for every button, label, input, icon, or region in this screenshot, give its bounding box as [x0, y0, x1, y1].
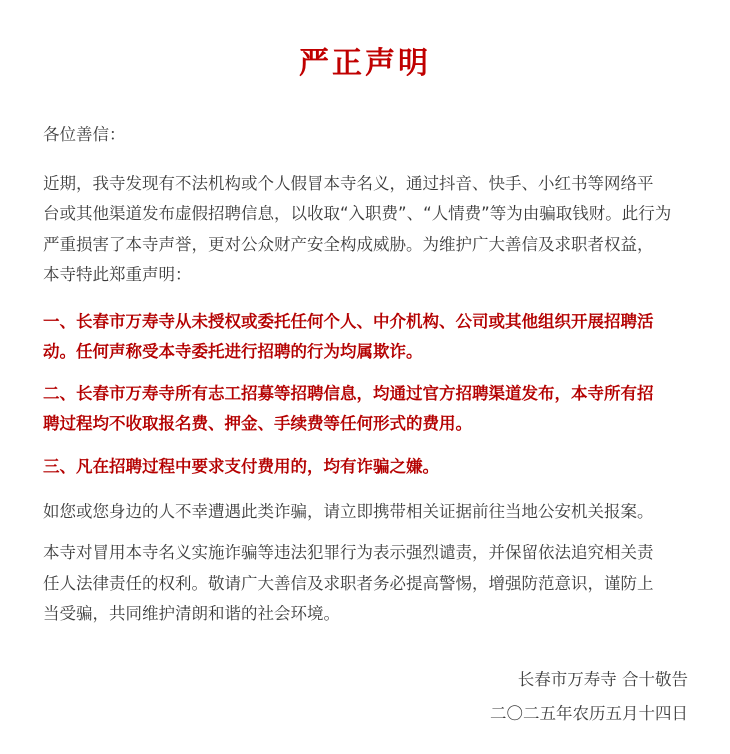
signature: 长春市万寿寺 合十敬告: [517, 670, 688, 689]
item-1-line: 一、长春市万寿寺从未授权或委托任何个人、中介机构、公司或其他组织开展招聘活: [43, 312, 654, 331]
intro-line: 本寺特此郑重声明：: [43, 265, 192, 284]
item-2-line: 聘过程均不收取报名费、押金、手续费等任何形式的费用。: [43, 414, 472, 433]
item-2-line: 二、长春市万寿寺所有志工招募等招聘信息，均通过官方招聘渠道发布，本寺所有招: [43, 384, 654, 403]
intro-line: 严重损害了本寺声誉，更对公众财产安全构成威胁。为维护广大善信及求职者权益，: [43, 235, 654, 254]
date: 二〇二五年农历五月十四日: [490, 704, 688, 723]
item-3-line: 三、凡在招聘过程中要求支付费用的，均有诈骗之嫌。: [43, 457, 439, 476]
closing-line: 本寺对冒用本寺名义实施诈骗等违法犯罪行为表示强烈谴责，并保留依法追究相关责: [43, 543, 654, 562]
item-1-line: 动。任何声称受本寺委托进行招聘的行为均属欺诈。: [43, 342, 423, 361]
closing-line: 任人法律责任的权利。敬请广大善信及求职者务必提高警惕，增强防范意识，谨防上: [43, 574, 654, 593]
page-title: 严正声明: [299, 46, 431, 81]
greeting: 各位善信：: [43, 125, 126, 144]
intro-line: 近期，我寺发现有不法机构或个人假冒本寺名义，通过抖音、快手、小红书等网络平: [43, 174, 654, 193]
advice-text: 如您或您身边的人不幸遭遇此类诈骗，请立即携带相关证据前往当地公安机关报案。: [43, 502, 654, 521]
intro-line: 台或其他渠道发布虚假招聘信息，以收取“入职费”、“人情费”等为由骗取钱财。此行为: [43, 204, 672, 223]
closing-line: 当受骗，共同维护清朗和谐的社会环境。: [43, 604, 340, 623]
